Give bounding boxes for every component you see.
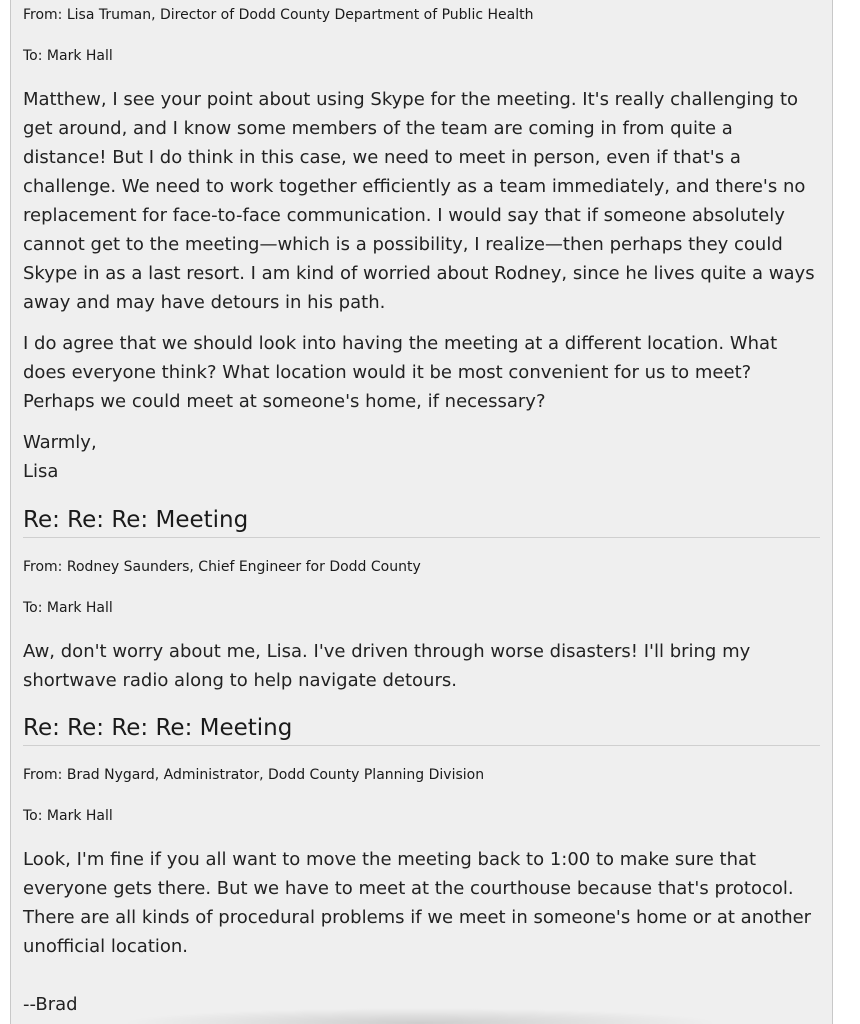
email-subject: Re: Re: Re: Meeting xyxy=(23,505,820,538)
message-signature: --Brad xyxy=(23,994,78,1015)
recipient-line: To: Mark Hall xyxy=(23,600,113,616)
email-brad xyxy=(23,713,820,1019)
sender-line: From: Rodney Saunders, Chief Engineer for Dodd County xyxy=(23,559,421,575)
bottom-shadow xyxy=(120,1008,720,1024)
message-paragraph: Aw, don't worry about me, Lisa. I've driven through worse disasters! I'll bring my shortwave radio along to help navigate detours. xyxy=(23,641,751,691)
recipient-line: To: Mark Hall xyxy=(23,808,113,824)
email-rodney xyxy=(23,505,820,695)
recipient-line: To: Mark Hall xyxy=(23,48,113,64)
message-body xyxy=(23,85,820,486)
message-signature: Lisa xyxy=(23,461,59,482)
message-paragraph: Matthew, I see your point about using Skype for the meeting. It's really challenging to get around, and I know some members of the team are coming in from quite a distance! But I do think in this case, we need to meet in person, even if that's a challenge. We need to work together efficiently as a team immediately, and there's no replacement for face-to-face communication. I would say that if someone absolutely cannot get to the meeting—which is a possibility, I realize—then perhaps they could Skype in as a last resort. I am kind of worried about Rodney, since he lives quite a ways away and may have detours in his path. xyxy=(23,89,815,313)
message-body xyxy=(23,845,820,1019)
email-lisa xyxy=(23,6,820,486)
email-thread xyxy=(10,0,833,1024)
email-subject: Re: Re: Re: Re: Meeting xyxy=(23,713,820,746)
message-paragraph: I do agree that we should look into having the meeting at a different location. What does everyone think? What location would it be most convenient for us to meet? Perhaps we could meet at someone's home, if necessary? xyxy=(23,333,778,412)
message-paragraph: Look, I'm fine if you all want to move the meeting back to 1:00 to make sure that everyone gets there. But we have to meet at the courthouse because that's protocol. There are all kinds of procedural problems if we meet in someone's home or at another unofficial location. xyxy=(23,849,812,957)
sender-line: From: Brad Nygard, Administrator, Dodd County Planning Division xyxy=(23,767,485,783)
message-signoff: Warmly, xyxy=(23,432,97,453)
message-body xyxy=(23,637,820,695)
sender-line: From: Lisa Truman, Director of Dodd County Department of Public Health xyxy=(23,7,534,23)
